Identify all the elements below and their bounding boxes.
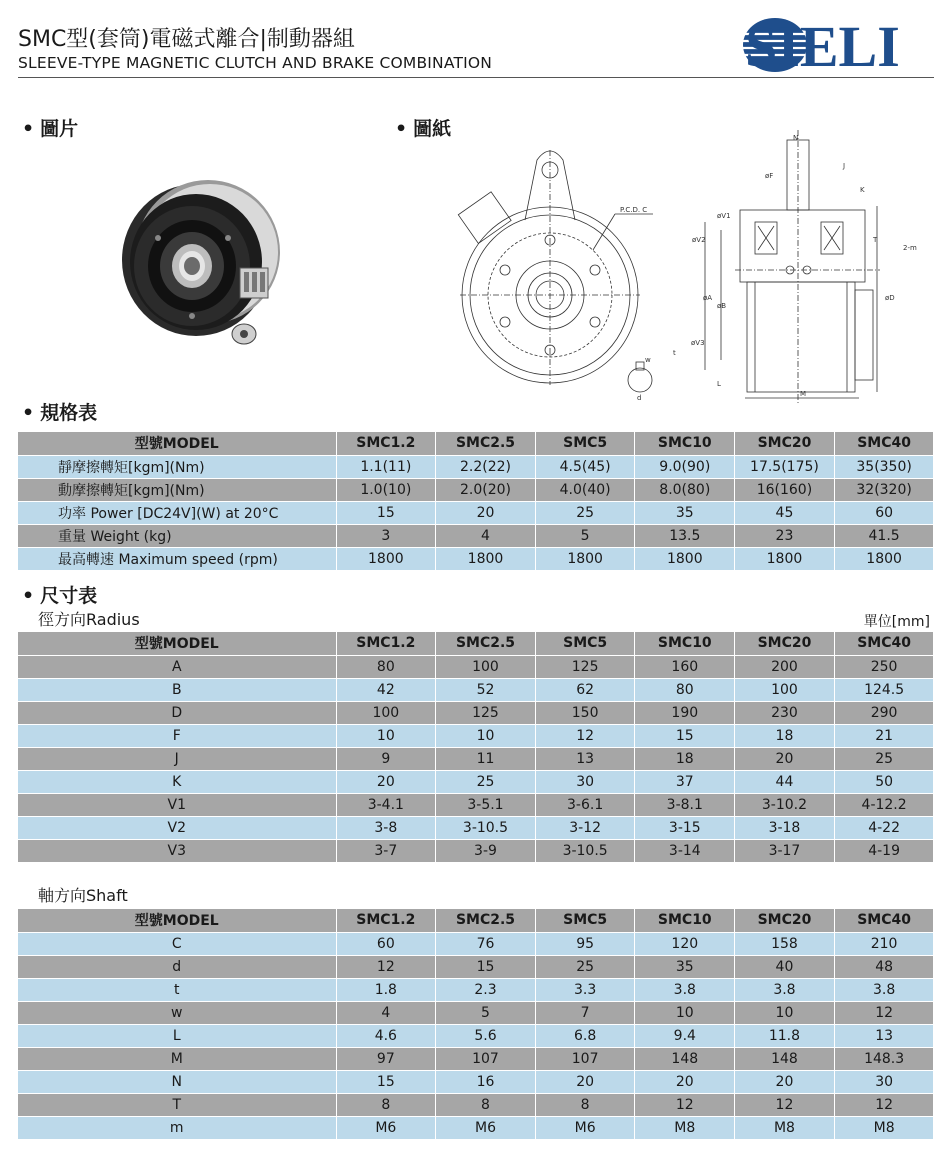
svg-text:d: d <box>637 394 642 402</box>
spec-heading: • 規格表 <box>22 402 98 424</box>
table-cell: 23 <box>735 524 835 547</box>
table-cell: 11.8 <box>735 1024 835 1047</box>
table-row <box>18 1024 934 1047</box>
table-cell: 100 <box>735 678 835 701</box>
table-cell: 13.5 <box>635 524 735 547</box>
table-cell: 4-19 <box>834 839 934 862</box>
column-header: SMC1.2 <box>336 632 436 655</box>
table-cell: 1.1(11) <box>336 455 436 478</box>
table-cell: 120 <box>635 932 735 955</box>
table-cell: 20 <box>535 1070 635 1093</box>
table-cell: 125 <box>436 701 536 724</box>
column-header: SMC40 <box>834 432 934 455</box>
table-cell: 9.4 <box>635 1024 735 1047</box>
table-cell: 30 <box>535 770 635 793</box>
column-header: 型號MODEL <box>18 909 336 932</box>
table-cell: 76 <box>436 932 536 955</box>
table-row <box>18 524 934 547</box>
table-cell: 20 <box>336 770 436 793</box>
table-row <box>18 978 934 1001</box>
svg-text:øA: øA <box>703 294 713 302</box>
table-cell: M6 <box>436 1116 536 1139</box>
table-cell: 3-10.2 <box>735 793 835 816</box>
table-cell: 3-14 <box>635 839 735 862</box>
table-cell: 11 <box>436 747 536 770</box>
column-header: SMC2.5 <box>436 432 536 455</box>
table-cell: 190 <box>635 701 735 724</box>
table-row <box>18 955 934 978</box>
svg-text:2-m: 2-m <box>903 244 917 252</box>
table-row <box>18 1001 934 1024</box>
table-cell: 3-15 <box>635 816 735 839</box>
row-label: d <box>18 955 336 978</box>
row-label: 重量 Weight (kg) <box>18 524 336 547</box>
table-cell: 3-7 <box>336 839 436 862</box>
table-cell: 148.3 <box>834 1047 934 1070</box>
table-cell: 95 <box>535 932 635 955</box>
table-cell: 4-22 <box>834 816 934 839</box>
table-cell: 25 <box>535 501 635 524</box>
svg-text:øV1: øV1 <box>717 212 731 220</box>
table-cell: 107 <box>535 1047 635 1070</box>
header-row <box>18 432 934 455</box>
row-label: 靜摩擦轉矩[kgm](Nm) <box>18 455 336 478</box>
table-row <box>18 816 934 839</box>
table-cell: 1800 <box>436 547 536 570</box>
table-cell: 35 <box>635 955 735 978</box>
table-cell: 32(320) <box>834 478 934 501</box>
table-cell: 12 <box>834 1001 934 1024</box>
table-cell: 5 <box>436 1001 536 1024</box>
svg-text:t: t <box>673 349 676 357</box>
table-cell: 13 <box>535 747 635 770</box>
svg-text:øV3: øV3 <box>691 339 705 347</box>
table-cell: 125 <box>535 655 635 678</box>
table-cell: 16(160) <box>735 478 835 501</box>
table-cell: 4 <box>436 524 536 547</box>
table-cell: 1800 <box>336 547 436 570</box>
column-header: SMC2.5 <box>436 909 536 932</box>
svg-text:L: L <box>717 380 721 388</box>
row-label: A <box>18 655 336 678</box>
column-header: SMC40 <box>834 632 934 655</box>
row-label: 動摩擦轉矩[kgm](Nm) <box>18 478 336 501</box>
table-cell: 15 <box>336 1070 436 1093</box>
row-label: V3 <box>18 839 336 862</box>
table-cell: 3-18 <box>735 816 835 839</box>
table-cell: 12 <box>735 1093 835 1116</box>
table-cell: 52 <box>436 678 536 701</box>
column-header: SMC20 <box>735 432 835 455</box>
drawing-heading: • 圖紙 <box>395 118 452 140</box>
table-cell: 18 <box>635 747 735 770</box>
table-cell: 4.6 <box>336 1024 436 1047</box>
svg-text:M: M <box>800 390 807 398</box>
table-cell: 45 <box>735 501 835 524</box>
table-cell: 25 <box>535 955 635 978</box>
column-header: SMC10 <box>635 909 735 932</box>
table-cell: 4.5(45) <box>535 455 635 478</box>
table-cell: 80 <box>635 678 735 701</box>
row-label: D <box>18 701 336 724</box>
table-cell: 20 <box>735 747 835 770</box>
column-header: 型號MODEL <box>18 432 336 455</box>
table-cell: 3.8 <box>834 978 934 1001</box>
row-label: J <box>18 747 336 770</box>
table-cell: 20 <box>436 501 536 524</box>
table-cell: 8 <box>336 1093 436 1116</box>
row-label: F <box>18 724 336 747</box>
row-label: t <box>18 978 336 1001</box>
row-label: B <box>18 678 336 701</box>
table-cell: 25 <box>436 770 536 793</box>
table-cell: 7 <box>535 1001 635 1024</box>
table-cell: 12 <box>834 1093 934 1116</box>
header-row <box>18 632 934 655</box>
table-cell: 35(350) <box>834 455 934 478</box>
table-cell: 1800 <box>834 547 934 570</box>
table-cell: M8 <box>834 1116 934 1139</box>
title-chinese: SMC型(套筒)電磁式離合|制動器組 <box>18 27 355 52</box>
row-label: V1 <box>18 793 336 816</box>
svg-text:N: N <box>793 134 799 142</box>
table-cell: 35 <box>635 501 735 524</box>
table-row <box>18 793 934 816</box>
row-label: N <box>18 1070 336 1093</box>
table-row <box>18 932 934 955</box>
sieli-logo <box>739 14 934 76</box>
row-label: L <box>18 1024 336 1047</box>
row-label: K <box>18 770 336 793</box>
table-cell: 10 <box>336 724 436 747</box>
table-cell: 3 <box>336 524 436 547</box>
table-cell: 10 <box>635 1001 735 1024</box>
table-cell: 40 <box>735 955 835 978</box>
column-header: SMC10 <box>635 632 735 655</box>
page-header <box>18 14 934 78</box>
table-cell: M8 <box>735 1116 835 1139</box>
shaft-subheading: 軸方向Shaft <box>38 886 128 905</box>
photo-heading: • 圖片 <box>22 118 79 140</box>
table-cell: 3-6.1 <box>535 793 635 816</box>
table-row <box>18 724 934 747</box>
table-cell: 3.8 <box>635 978 735 1001</box>
shaft-table <box>18 909 934 1140</box>
table-cell: 18 <box>735 724 835 747</box>
table-cell: 1800 <box>635 547 735 570</box>
table-cell: 150 <box>535 701 635 724</box>
table-cell: 210 <box>834 932 934 955</box>
table-cell: 3-10.5 <box>535 839 635 862</box>
row-label: V2 <box>18 816 336 839</box>
table-row <box>18 770 934 793</box>
table-row <box>18 1116 934 1139</box>
column-header: SMC5 <box>535 909 635 932</box>
table-cell: 107 <box>436 1047 536 1070</box>
table-cell: 124.5 <box>834 678 934 701</box>
table-row <box>18 1093 934 1116</box>
table-cell: 12 <box>535 724 635 747</box>
table-cell: 5.6 <box>436 1024 536 1047</box>
table-cell: 2.3 <box>436 978 536 1001</box>
table-row <box>18 1070 934 1093</box>
svg-text:øV2: øV2 <box>692 236 706 244</box>
row-label: 功率 Power [DC24V](W) at 20°C <box>18 501 336 524</box>
table-cell: 30 <box>834 1070 934 1093</box>
table-cell: 1.0(10) <box>336 478 436 501</box>
column-header: 型號MODEL <box>18 632 336 655</box>
table-cell: 60 <box>834 501 934 524</box>
table-cell: 13 <box>834 1024 934 1047</box>
row-label: 最高轉速 Maximum speed (rpm) <box>18 547 336 570</box>
dimension-heading: • 尺寸表 <box>22 585 98 607</box>
table-cell: 97 <box>336 1047 436 1070</box>
column-header: SMC20 <box>735 632 835 655</box>
table-cell: 16 <box>436 1070 536 1093</box>
table-cell: 230 <box>735 701 835 724</box>
radius-subheading: 徑方向Radius <box>38 610 140 629</box>
table-row <box>18 747 934 770</box>
unit-label: 單位[mm] <box>863 614 930 630</box>
header-row <box>18 909 934 932</box>
svg-text:J: J <box>843 162 846 170</box>
table-cell: 160 <box>635 655 735 678</box>
table-cell: 42 <box>336 678 436 701</box>
table-cell: 1800 <box>535 547 635 570</box>
product-photo <box>118 168 288 353</box>
table-cell: 200 <box>735 655 835 678</box>
table-cell: 41.5 <box>834 524 934 547</box>
table-cell: 250 <box>834 655 934 678</box>
table-cell: 80 <box>336 655 436 678</box>
table-row <box>18 655 934 678</box>
table-cell: 3-10.5 <box>436 816 536 839</box>
table-cell: 5 <box>535 524 635 547</box>
table-cell: 9.0(90) <box>635 455 735 478</box>
table-row <box>18 501 934 524</box>
table-cell: 17.5(175) <box>735 455 835 478</box>
table-cell: 148 <box>635 1047 735 1070</box>
svg-text:w: w <box>645 356 651 364</box>
table-cell: 8 <box>535 1093 635 1116</box>
technical-drawing <box>455 130 935 410</box>
table-cell: 10 <box>735 1001 835 1024</box>
table-cell: 8 <box>436 1093 536 1116</box>
table-cell: 4.0(40) <box>535 478 635 501</box>
table-cell: 60 <box>336 932 436 955</box>
table-cell: 15 <box>635 724 735 747</box>
table-cell: 3-8 <box>336 816 436 839</box>
svg-text:øF: øF <box>765 172 774 180</box>
table-cell: 50 <box>834 770 934 793</box>
radius-table <box>18 632 934 863</box>
table-cell: 3-12 <box>535 816 635 839</box>
table-row <box>18 701 934 724</box>
table-cell: 2.0(20) <box>436 478 536 501</box>
table-cell: 15 <box>336 501 436 524</box>
table-cell: 2.2(22) <box>436 455 536 478</box>
svg-text:øB: øB <box>717 302 727 310</box>
svg-text:P.C.D. C: P.C.D. C <box>620 206 648 214</box>
table-cell: 21 <box>834 724 934 747</box>
column-header: SMC2.5 <box>436 632 536 655</box>
column-header: SMC5 <box>535 432 635 455</box>
table-cell: 44 <box>735 770 835 793</box>
table-cell: 1.8 <box>336 978 436 1001</box>
row-label: M <box>18 1047 336 1070</box>
table-cell: 1800 <box>735 547 835 570</box>
table-cell: 8.0(80) <box>635 478 735 501</box>
table-cell: 6.8 <box>535 1024 635 1047</box>
table-row <box>18 547 934 570</box>
table-cell: M6 <box>336 1116 436 1139</box>
table-cell: 3-17 <box>735 839 835 862</box>
spec-table <box>18 432 934 571</box>
table-cell: 158 <box>735 932 835 955</box>
table-cell: 3-4.1 <box>336 793 436 816</box>
column-header: SMC1.2 <box>336 909 436 932</box>
table-cell: 9 <box>336 747 436 770</box>
table-cell: 4-12.2 <box>834 793 934 816</box>
table-row <box>18 455 934 478</box>
table-cell: 15 <box>436 955 536 978</box>
table-cell: 48 <box>834 955 934 978</box>
table-cell: 3.3 <box>535 978 635 1001</box>
row-label: w <box>18 1001 336 1024</box>
table-cell: 3-5.1 <box>436 793 536 816</box>
table-cell: 4 <box>336 1001 436 1024</box>
table-row <box>18 1047 934 1070</box>
table-cell: 148 <box>735 1047 835 1070</box>
table-row <box>18 478 934 501</box>
row-label: T <box>18 1093 336 1116</box>
table-row <box>18 839 934 862</box>
title-english: SLEEVE-TYPE MAGNETIC CLUTCH AND BRAKE COMBINATION <box>18 54 493 72</box>
svg-text:øD: øD <box>885 294 895 302</box>
svg-text:K: K <box>860 186 865 194</box>
table-cell: 100 <box>336 701 436 724</box>
row-label: m <box>18 1116 336 1139</box>
svg-text:T: T <box>873 236 878 244</box>
column-header: SMC1.2 <box>336 432 436 455</box>
table-cell: 290 <box>834 701 934 724</box>
table-cell: 12 <box>635 1093 735 1116</box>
table-cell: 20 <box>635 1070 735 1093</box>
header-divider <box>18 77 934 78</box>
table-cell: M8 <box>635 1116 735 1139</box>
column-header: SMC40 <box>834 909 934 932</box>
table-cell: 3.8 <box>735 978 835 1001</box>
table-cell: 3-8.1 <box>635 793 735 816</box>
table-cell: 12 <box>336 955 436 978</box>
table-cell: 25 <box>834 747 934 770</box>
table-cell: 3-9 <box>436 839 536 862</box>
table-cell: 37 <box>635 770 735 793</box>
column-header: SMC10 <box>635 432 735 455</box>
table-cell: M6 <box>535 1116 635 1139</box>
table-row <box>18 678 934 701</box>
column-header: SMC5 <box>535 632 635 655</box>
column-header: SMC20 <box>735 909 835 932</box>
table-cell: 10 <box>436 724 536 747</box>
table-cell: 62 <box>535 678 635 701</box>
table-cell: 20 <box>735 1070 835 1093</box>
table-cell: 100 <box>436 655 536 678</box>
svg-text:SIELI: SIELI <box>745 14 900 76</box>
row-label: C <box>18 932 336 955</box>
